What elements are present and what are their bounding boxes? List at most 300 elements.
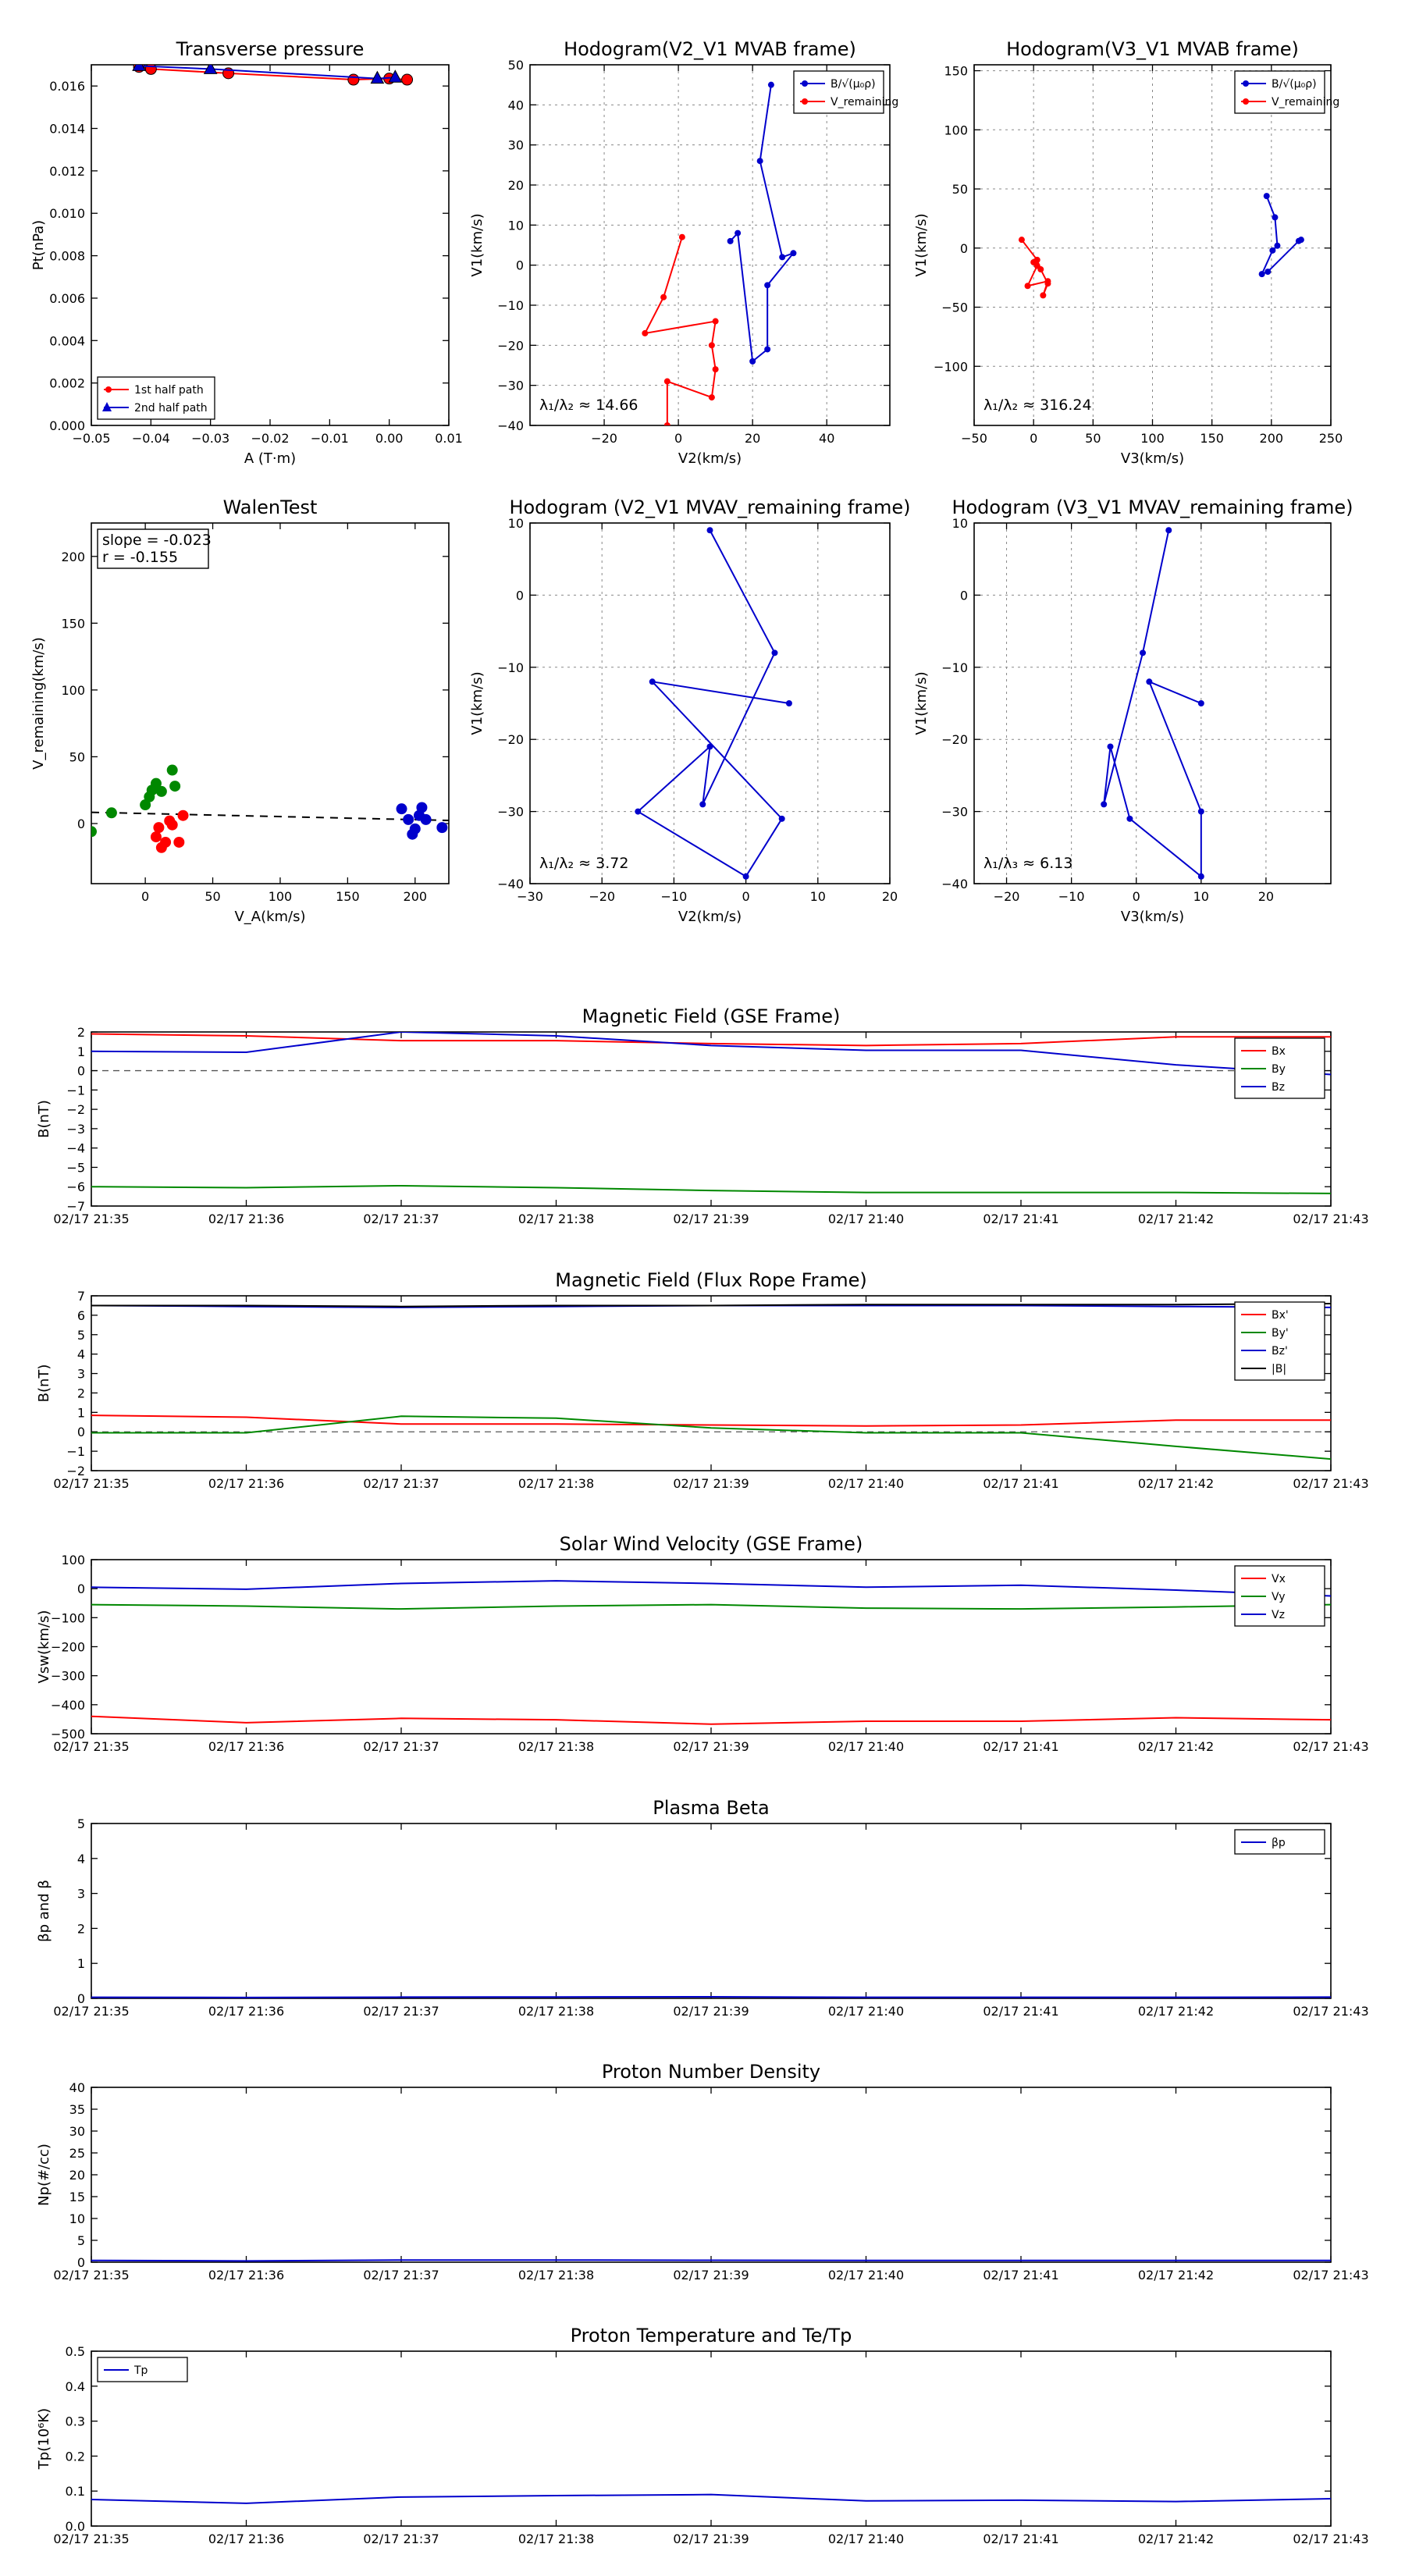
x-tick-label: −20 <box>589 889 616 904</box>
plot-area <box>91 2495 1331 2503</box>
data-point <box>410 824 421 834</box>
x-tick-label: 02/17 21:40 <box>827 2532 905 2546</box>
x-tick-label: 02/17 21:39 <box>673 2004 749 2019</box>
x-tick-label: −0.03 <box>191 431 230 446</box>
y-tick-label: −40 <box>497 877 524 891</box>
x-tick-label: 02/17 21:37 <box>363 2532 439 2546</box>
y-tick-label: 30 <box>507 137 524 153</box>
data-point <box>771 649 777 656</box>
y-tick-label: 6 <box>76 1308 85 1323</box>
x-tick-label: 50 <box>1085 431 1101 446</box>
legend-marker <box>105 386 112 393</box>
data-point <box>757 158 763 164</box>
axes-frame <box>91 523 449 884</box>
data-point <box>348 74 359 85</box>
x-tick-label: 02/17 21:39 <box>673 2268 749 2282</box>
chart-title: Plasma Beta <box>653 1797 770 1819</box>
y-tick-label: −20 <box>497 732 524 748</box>
y-tick-label: 0 <box>959 240 968 256</box>
y-tick-label: 25 <box>69 2146 85 2161</box>
data-point <box>1269 247 1275 254</box>
data-point <box>205 62 217 73</box>
x-tick-label: 02/17 21:35 <box>53 1739 130 1754</box>
data-point <box>1274 243 1280 249</box>
panel-magnetic-field-gse <box>36 1005 1369 1226</box>
data-point <box>707 743 713 749</box>
data-point <box>421 814 432 825</box>
x-tick-label: 02/17 21:40 <box>827 1476 905 1491</box>
legend-marker <box>1243 80 1249 87</box>
axes-frame <box>91 1823 1331 1998</box>
data-point <box>436 822 447 833</box>
x-tick-label: 20 <box>881 889 898 904</box>
x-tick-label: 02/17 21:41 <box>983 1212 1059 1226</box>
data-point <box>173 837 184 848</box>
data-point <box>749 358 756 365</box>
y-tick-label: −3 <box>66 1121 85 1137</box>
legend-label: B/√(μ₀ρ) <box>1272 78 1317 91</box>
chart-title: Transverse pressure <box>176 38 365 60</box>
axes-frame <box>91 2351 1331 2526</box>
x-tick-label: 02/17 21:35 <box>53 2004 130 2019</box>
x-tick-label: 02/17 21:40 <box>827 2004 905 2019</box>
y-tick-label: 0 <box>76 1425 85 1440</box>
data-point <box>1101 801 1107 807</box>
x-tick-label: −10 <box>660 889 688 904</box>
data-point <box>397 803 407 814</box>
y-axis-label: βp and β <box>36 1880 52 1942</box>
x-axis-label: V2(km/s) <box>678 450 742 467</box>
x-tick-label: 02/17 21:40 <box>827 1212 905 1226</box>
x-tick-label: 0.00 <box>375 431 404 446</box>
y-tick-label: −50 <box>941 300 968 315</box>
data-point <box>743 873 749 880</box>
y-tick-label: 5 <box>76 1816 85 1831</box>
x-tick-label: 02/17 21:41 <box>983 2532 1059 2546</box>
x-tick-label: 02/17 21:38 <box>518 2532 595 2546</box>
y-axis-label: B(nT) <box>36 1100 52 1138</box>
x-tick-label: 02/17 21:41 <box>983 1476 1059 1491</box>
data-point <box>167 765 178 776</box>
y-tick-label: 0.002 <box>49 375 85 391</box>
x-tick-label: 10 <box>1193 889 1209 904</box>
y-tick-label: −400 <box>51 1697 85 1713</box>
y-tick-label: −20 <box>941 732 968 748</box>
y-tick-label: −1 <box>66 1444 85 1460</box>
x-tick-label: 0 <box>141 889 150 904</box>
x-tick-label: 0 <box>742 889 750 904</box>
data-point <box>145 63 156 74</box>
y-tick-label: −200 <box>51 1639 85 1655</box>
x-axis-label: A (T·m) <box>244 450 297 467</box>
series-by--line <box>91 1416 1331 1459</box>
panel-proton-number-density <box>36 2061 1369 2282</box>
data-point <box>153 822 164 833</box>
x-tick-label: 20 <box>1257 889 1275 904</box>
y-tick-label: 2 <box>76 1025 85 1040</box>
x-tick-label: 02/17 21:37 <box>363 2004 439 2019</box>
legend-label: By' <box>1272 1327 1289 1340</box>
x-tick-label: 02/17 21:43 <box>1293 1476 1369 1491</box>
data-point <box>160 837 171 848</box>
x-axis-label: V2(km/s) <box>678 909 742 925</box>
panel-walen-test <box>30 496 449 925</box>
data-point <box>786 700 792 706</box>
y-tick-label: 0 <box>76 817 85 831</box>
y-tick-label: 3 <box>76 1366 85 1382</box>
axes-frame <box>530 65 890 425</box>
y-tick-label: 0 <box>76 1063 85 1079</box>
y-axis-label: Tp(10⁶K) <box>36 2407 52 2470</box>
x-tick-label: 02/17 21:39 <box>673 1739 749 1754</box>
x-tick-label: 0 <box>674 431 683 446</box>
data-point <box>709 342 715 348</box>
series-vy-line <box>91 1605 1331 1610</box>
y-tick-label: −40 <box>497 418 524 433</box>
x-tick-label: 02/17 21:40 <box>827 1739 905 1754</box>
chart-title: Hodogram(V3_V1 MVAB frame) <box>1006 38 1299 60</box>
y-tick-label: 7 <box>76 1289 85 1304</box>
panel-hodogram-v2-v1-mvab <box>469 38 898 467</box>
y-axis-label: V1(km/s) <box>913 671 930 735</box>
eigenvalue-ratio-text: λ₁/λ₂ ≈ 3.72 <box>539 855 629 872</box>
legend <box>1235 71 1339 113</box>
legend-label: 1st half path <box>134 384 204 397</box>
panel-transverse-pressure <box>30 38 463 467</box>
legend-marker <box>802 98 808 105</box>
data-point <box>764 346 770 352</box>
legend <box>1235 1566 1325 1626</box>
y-tick-label: 0 <box>76 1991 85 2006</box>
x-tick-label: 02/17 21:36 <box>208 1476 285 1491</box>
x-tick-label: 02/17 21:43 <box>1293 1739 1369 1754</box>
data-point <box>1025 283 1031 289</box>
data-point <box>1040 292 1046 298</box>
data-point <box>1272 214 1278 220</box>
series-0-line <box>638 530 789 877</box>
x-tick-label: 02/17 21:37 <box>363 2268 439 2282</box>
y-tick-label: 100 <box>944 123 968 138</box>
y-tick-label: −7 <box>66 1199 85 1214</box>
y-tick-label: −100 <box>934 359 968 375</box>
y-axis-label: V1(km/s) <box>469 671 486 735</box>
x-tick-label: 150 <box>336 889 360 904</box>
x-tick-label: 02/17 21:38 <box>518 1476 595 1491</box>
x-tick-label: 02/17 21:38 <box>518 2004 595 2019</box>
y-tick-label: 0.4 <box>65 2379 85 2394</box>
legend <box>1235 1302 1325 1380</box>
x-tick-label: 02/17 21:42 <box>1137 1739 1215 1754</box>
eigenvalue-ratio-text: λ₁/λ₂ ≈ 316.24 <box>984 397 1092 414</box>
series-bx--line <box>91 1415 1331 1426</box>
series--p-line <box>91 1997 1331 1998</box>
y-tick-label: 5 <box>76 1327 85 1343</box>
y-tick-label: −4 <box>66 1140 85 1156</box>
plot-area <box>133 59 413 85</box>
legend <box>98 377 215 419</box>
data-point <box>1107 743 1113 749</box>
legend-label: Vy <box>1272 1591 1286 1603</box>
series-2nd-half-path-line <box>139 66 395 78</box>
axes-frame <box>91 65 449 425</box>
y-axis-label: V1(km/s) <box>469 213 486 277</box>
y-tick-label: 0 <box>76 1582 85 1597</box>
y-tick-label: 1 <box>76 1405 85 1421</box>
legend-label: B/√(μ₀ρ) <box>831 78 876 91</box>
y-tick-label: −5 <box>66 1160 85 1176</box>
y-tick-label: −100 <box>51 1610 85 1626</box>
series-0-line <box>1104 530 1201 877</box>
annotation-text: r = -0.155 <box>102 549 179 566</box>
y-tick-label: 10 <box>507 218 524 233</box>
x-tick-label: 40 <box>819 431 835 446</box>
x-tick-label: 02/17 21:35 <box>53 2532 130 2546</box>
x-tick-label: 02/17 21:42 <box>1137 1212 1215 1226</box>
legend-label: Bz' <box>1272 1345 1288 1357</box>
data-point <box>86 826 97 837</box>
y-tick-label: −40 <box>941 877 968 891</box>
data-point <box>156 786 167 797</box>
panel-magnetic-field-flux-rope <box>36 1269 1369 1491</box>
x-tick-label: 02/17 21:38 <box>518 1212 595 1226</box>
x-tick-label: 200 <box>1259 431 1284 446</box>
data-point <box>635 809 641 815</box>
series-vz-line <box>91 1581 1331 1596</box>
x-tick-label: 02/17 21:42 <box>1137 2268 1215 2282</box>
chart-title: WalenTest <box>222 496 318 518</box>
legend <box>1235 1038 1325 1098</box>
y-tick-label: 50 <box>951 182 968 197</box>
data-point <box>416 802 427 813</box>
y-tick-label: 3 <box>76 1886 85 1902</box>
data-point <box>167 820 178 831</box>
x-tick-label: −20 <box>993 889 1020 904</box>
legend-label: Bz <box>1272 1081 1285 1094</box>
eigenvalue-ratio-text: λ₁/λ₂ ≈ 14.66 <box>539 397 638 414</box>
y-tick-label: 150 <box>944 63 968 79</box>
data-point <box>727 238 734 244</box>
series-b--line <box>731 85 794 361</box>
data-point <box>779 254 785 260</box>
data-point <box>1264 269 1271 275</box>
y-tick-label: −2 <box>66 1102 85 1118</box>
data-point <box>664 422 670 429</box>
panel-plasma-beta <box>36 1797 1369 2019</box>
data-point <box>106 807 117 818</box>
data-point <box>709 394 715 400</box>
annotation-text: slope = -0.023 <box>102 532 212 549</box>
chart-title: Hodogram(V2_V1 MVAB frame) <box>564 38 856 60</box>
data-point <box>764 282 770 288</box>
x-tick-label: 50 <box>205 889 221 904</box>
y-tick-label: −10 <box>941 660 968 675</box>
y-axis-label: V1(km/s) <box>913 213 930 277</box>
data-point <box>151 831 162 842</box>
legend-label: 2nd half path <box>134 402 208 415</box>
x-tick-label: 02/17 21:43 <box>1293 2004 1369 2019</box>
fit-line <box>91 813 449 820</box>
series-b--line <box>1262 196 1301 274</box>
plot-area <box>91 1581 1331 1724</box>
x-tick-label: 02/17 21:37 <box>363 1212 439 1226</box>
data-point <box>1126 816 1133 822</box>
axes-frame <box>530 523 890 884</box>
y-tick-label: 100 <box>61 682 85 698</box>
y-tick-label: 100 <box>61 1553 85 1567</box>
y-tick-label: 4 <box>76 1347 85 1362</box>
y-tick-label: 0.014 <box>49 121 85 137</box>
y-tick-label: −500 <box>51 1727 85 1742</box>
legend-label: βp <box>1272 1837 1286 1849</box>
data-point <box>699 801 706 807</box>
chart-title: Proton Number Density <box>601 2061 821 2083</box>
x-tick-label: 200 <box>403 889 428 904</box>
plot-area <box>86 765 449 853</box>
y-tick-label: 0.0 <box>65 2519 85 2534</box>
legend-label: Vx <box>1272 1573 1286 1585</box>
x-tick-label: 02/17 21:36 <box>208 2532 285 2546</box>
data-point <box>1146 678 1152 685</box>
chart-title: Hodogram (V2_V1 MVAV_remaining frame) <box>509 496 911 518</box>
panel-hodogram-v3-v1-mvav <box>913 496 1353 925</box>
data-point <box>735 230 741 237</box>
chart-title: Hodogram (V3_V1 MVAV_remaining frame) <box>951 496 1353 518</box>
x-tick-label: 02/17 21:42 <box>1137 2532 1215 2546</box>
series-vx-line <box>91 1717 1331 1724</box>
x-tick-label: −50 <box>961 431 987 446</box>
chart-title: Magnetic Field (GSE Frame) <box>582 1005 841 1027</box>
data-point <box>402 74 413 85</box>
data-point <box>679 234 685 240</box>
y-tick-label: 0.012 <box>49 163 85 179</box>
legend <box>794 71 898 113</box>
x-tick-label: 10 <box>809 889 826 904</box>
y-tick-label: 0.004 <box>49 333 85 349</box>
x-tick-label: 02/17 21:42 <box>1137 2004 1215 2019</box>
x-axis-label: V3(km/s) <box>1120 450 1185 467</box>
y-tick-label: 35 <box>69 2102 85 2117</box>
y-tick-label: −6 <box>66 1179 85 1195</box>
panel-solar-wind-velocity <box>36 1533 1369 1754</box>
x-tick-label: −0.01 <box>310 431 349 446</box>
x-tick-label: 02/17 21:37 <box>363 1739 439 1754</box>
data-point <box>768 82 774 88</box>
x-tick-label: 0 <box>1030 431 1038 446</box>
legend-label: |B| <box>1272 1363 1287 1375</box>
x-tick-label: −20 <box>591 431 617 446</box>
panel-proton-temperature <box>36 2325 1369 2546</box>
x-tick-label: 02/17 21:43 <box>1293 2532 1369 2546</box>
plot-area <box>642 82 796 429</box>
y-tick-label: −30 <box>497 378 524 393</box>
y-axis-label: V_remaining(km/s) <box>30 637 47 770</box>
y-tick-label: 10 <box>69 2211 85 2226</box>
plot-area <box>635 527 792 880</box>
plot-area <box>91 1304 1331 1459</box>
legend-marker <box>802 80 808 87</box>
x-tick-label: −0.04 <box>131 431 170 446</box>
y-tick-label: 0.1 <box>65 2484 85 2500</box>
y-tick-label: 0.016 <box>49 79 85 94</box>
y-tick-label: 2 <box>76 1386 85 1401</box>
x-tick-label: 02/17 21:35 <box>53 1476 130 1491</box>
data-point <box>1298 237 1304 243</box>
data-point <box>1165 527 1172 533</box>
y-tick-label: 150 <box>61 616 85 632</box>
y-axis-label: B(nT) <box>36 1364 52 1403</box>
y-tick-label: 1 <box>76 1044 85 1059</box>
axes-frame <box>91 1032 1331 1206</box>
x-tick-label: 100 <box>268 889 293 904</box>
y-tick-label: 50 <box>69 749 85 765</box>
y-tick-label: −2 <box>66 1464 85 1478</box>
data-point <box>1030 259 1037 265</box>
legend-label: V_remaining <box>1272 96 1340 109</box>
y-tick-label: 10 <box>507 516 524 531</box>
x-tick-label: 02/17 21:36 <box>208 1739 285 1754</box>
x-tick-label: 02/17 21:38 <box>518 2268 595 2282</box>
x-tick-label: 02/17 21:36 <box>208 2268 285 2282</box>
data-point <box>660 294 667 301</box>
x-tick-label: 02/17 21:43 <box>1293 1212 1369 1226</box>
chart-title: Solar Wind Velocity (GSE Frame) <box>559 1533 863 1555</box>
plot-area <box>1019 193 1304 298</box>
data-point <box>371 72 383 84</box>
plot-area <box>91 2260 1331 2261</box>
data-point <box>779 816 785 822</box>
x-tick-label: 0 <box>1132 889 1140 904</box>
x-tick-label: 02/17 21:40 <box>827 2268 905 2282</box>
y-tick-label: 15 <box>69 2190 85 2204</box>
x-axis-label: V3(km/s) <box>1120 909 1185 925</box>
plot-area <box>1101 527 1204 880</box>
y-tick-label: −20 <box>497 338 524 354</box>
x-tick-label: −30 <box>517 889 543 904</box>
x-tick-label: 02/17 21:36 <box>208 1212 285 1226</box>
x-tick-label: 02/17 21:39 <box>673 1212 749 1226</box>
data-point <box>1140 649 1146 656</box>
x-tick-label: 02/17 21:41 <box>983 2268 1059 2282</box>
data-point <box>178 810 189 821</box>
axes-frame <box>91 1560 1331 1734</box>
plot-area <box>91 1997 1331 1998</box>
y-axis-label: Pt(nPa) <box>30 219 47 271</box>
y-tick-label: 0 <box>959 588 968 603</box>
x-tick-label: 100 <box>1140 431 1165 446</box>
y-axis-label: Np(#/cc) <box>36 2144 52 2206</box>
legend-label: Bx' <box>1272 1309 1289 1322</box>
plot-area <box>91 1032 1331 1194</box>
legend <box>1235 1830 1325 1854</box>
y-tick-label: 10 <box>951 516 968 531</box>
legend-label: V_remaining <box>831 96 899 109</box>
data-point <box>1198 873 1204 880</box>
data-point <box>790 250 796 256</box>
y-tick-label: 20 <box>69 2168 85 2183</box>
x-tick-label: 02/17 21:43 <box>1293 2268 1369 2282</box>
y-tick-label: 50 <box>507 58 524 73</box>
y-tick-label: −30 <box>497 804 524 820</box>
x-tick-label: 250 <box>1318 431 1343 446</box>
y-tick-label: −30 <box>941 804 968 820</box>
y-tick-label: 0 <box>515 258 524 273</box>
x-tick-label: 02/17 21:35 <box>53 2268 130 2282</box>
y-tick-label: −10 <box>497 660 524 675</box>
y-tick-label: −10 <box>497 298 524 313</box>
y-tick-label: 30 <box>69 2124 85 2139</box>
y-tick-label: 0 <box>76 2255 85 2270</box>
y-axis-label: Vsw(km/s) <box>36 1610 52 1684</box>
